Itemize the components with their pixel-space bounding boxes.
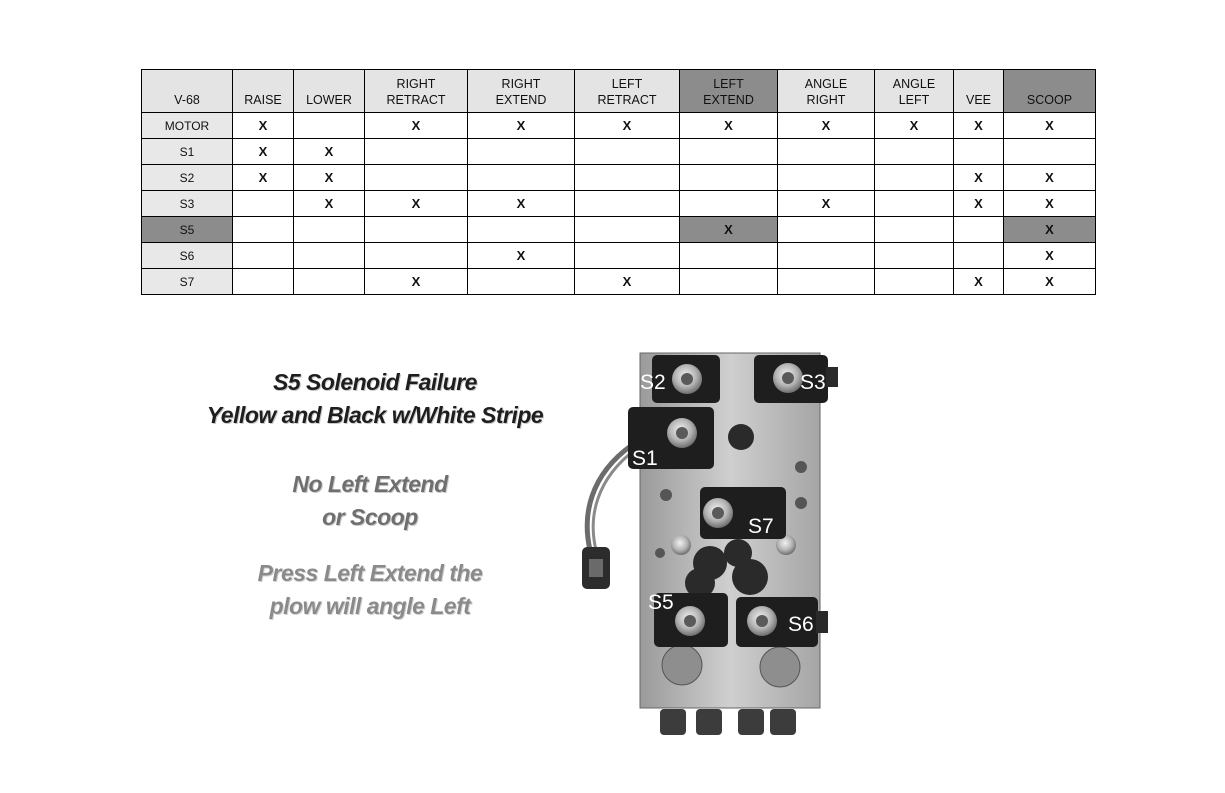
table-cell: X <box>575 113 680 139</box>
symptom-line-1: No Left Extend <box>292 471 448 497</box>
table-row <box>142 217 1096 243</box>
table-row <box>142 191 1096 217</box>
table-cell: X <box>1004 243 1096 269</box>
table-cell: X <box>294 139 365 165</box>
table-cell: X <box>365 191 468 217</box>
table-cell: X <box>294 191 365 217</box>
column-header: RAISE <box>233 70 294 113</box>
table-cell <box>294 269 365 295</box>
table-cell: X <box>575 269 680 295</box>
table-cell <box>875 243 954 269</box>
column-header: SCOOP <box>1004 70 1096 113</box>
table-cell <box>1004 139 1096 165</box>
table-cell: X <box>680 217 778 243</box>
table-cell: X <box>778 191 875 217</box>
table-cell <box>680 269 778 295</box>
title-line-2: Yellow and Black w/White Stripe <box>206 402 544 428</box>
table-cell: X <box>778 113 875 139</box>
table-row <box>142 243 1096 269</box>
press-instruction <box>210 557 530 623</box>
table-cell: X <box>954 165 1004 191</box>
label-s3: S3 <box>800 371 826 394</box>
table-cell: X <box>1004 269 1096 295</box>
table-cell <box>875 139 954 165</box>
table-cell <box>468 269 575 295</box>
table-cell <box>875 191 954 217</box>
table-cell: X <box>954 269 1004 295</box>
table-cell <box>233 191 294 217</box>
table-cell: X <box>233 165 294 191</box>
row-label: S7 <box>142 269 233 295</box>
row-label: S1 <box>142 139 233 165</box>
solenoid-s6 <box>736 597 828 647</box>
table-row <box>142 269 1096 295</box>
table-cell <box>575 243 680 269</box>
valve-block-photo <box>570 345 860 740</box>
column-header: LEFT EXTEND <box>680 70 778 113</box>
solenoid-table <box>141 69 1096 295</box>
column-header: LEFT RETRACT <box>575 70 680 113</box>
table-cell <box>575 165 680 191</box>
table-cell <box>954 139 1004 165</box>
column-header: V-68 <box>142 70 233 113</box>
table-cell <box>294 243 365 269</box>
table-cell: X <box>954 191 1004 217</box>
table-cell: X <box>954 113 1004 139</box>
row-label: S6 <box>142 243 233 269</box>
label-s2: S2 <box>640 371 666 394</box>
table-cell <box>778 139 875 165</box>
table-cell <box>875 269 954 295</box>
table-cell <box>365 165 468 191</box>
column-header: LOWER <box>294 70 365 113</box>
table-cell: X <box>1004 217 1096 243</box>
table-cell: X <box>875 113 954 139</box>
solenoid-chart <box>141 69 1096 295</box>
title-line-1: S5 Solenoid Failure <box>273 369 477 395</box>
table-cell <box>680 243 778 269</box>
column-header: VEE <box>954 70 1004 113</box>
table-cell <box>954 217 1004 243</box>
table-cell <box>233 217 294 243</box>
table-cell <box>365 243 468 269</box>
table-cell: X <box>233 139 294 165</box>
table-cell: X <box>1004 113 1096 139</box>
table-row <box>142 139 1096 165</box>
table-cell <box>575 191 680 217</box>
symptom-line-2: or Scoop <box>322 504 418 530</box>
row-label: MOTOR <box>142 113 233 139</box>
header-row <box>142 70 1096 113</box>
label-s1: S1 <box>632 447 658 470</box>
table-cell: X <box>365 269 468 295</box>
table-cell <box>468 165 575 191</box>
table-cell <box>575 217 680 243</box>
table-cell: X <box>1004 165 1096 191</box>
row-label: S2 <box>142 165 233 191</box>
column-header: ANGLE LEFT <box>875 70 954 113</box>
table-cell <box>294 113 365 139</box>
failure-title <box>175 366 575 432</box>
column-header: ANGLE RIGHT <box>778 70 875 113</box>
label-s6: S6 <box>788 613 814 636</box>
table-cell <box>468 139 575 165</box>
table-row <box>142 113 1096 139</box>
table-cell: X <box>294 165 365 191</box>
table-cell <box>778 269 875 295</box>
table-cell <box>233 269 294 295</box>
table-cell: X <box>680 113 778 139</box>
symptom-message <box>220 468 520 534</box>
table-cell: X <box>365 113 468 139</box>
table-cell <box>680 165 778 191</box>
table-cell <box>680 191 778 217</box>
label-s7: S7 <box>748 515 774 538</box>
table-cell <box>875 217 954 243</box>
row-label: S3 <box>142 191 233 217</box>
table-cell: X <box>468 191 575 217</box>
table-cell <box>365 139 468 165</box>
label-s5: S5 <box>648 591 674 614</box>
table-row <box>142 165 1096 191</box>
column-header: RIGHT EXTEND <box>468 70 575 113</box>
table-cell: X <box>468 243 575 269</box>
table-cell: X <box>233 113 294 139</box>
table-cell <box>778 165 875 191</box>
table-cell <box>294 217 365 243</box>
table-cell <box>233 243 294 269</box>
table-cell <box>778 243 875 269</box>
press-line-2: plow will angle Left <box>269 593 471 619</box>
table-cell: X <box>1004 191 1096 217</box>
table-cell <box>875 165 954 191</box>
table-cell: X <box>468 113 575 139</box>
column-header: RIGHT RETRACT <box>365 70 468 113</box>
table-cell <box>680 139 778 165</box>
table-cell <box>365 217 468 243</box>
table-cell <box>778 217 875 243</box>
bottom-fittings <box>660 709 796 735</box>
press-line-1: Press Left Extend the <box>257 560 483 586</box>
table-cell <box>575 139 680 165</box>
table-cell <box>954 243 1004 269</box>
row-label: S5 <box>142 217 233 243</box>
table-cell <box>468 217 575 243</box>
